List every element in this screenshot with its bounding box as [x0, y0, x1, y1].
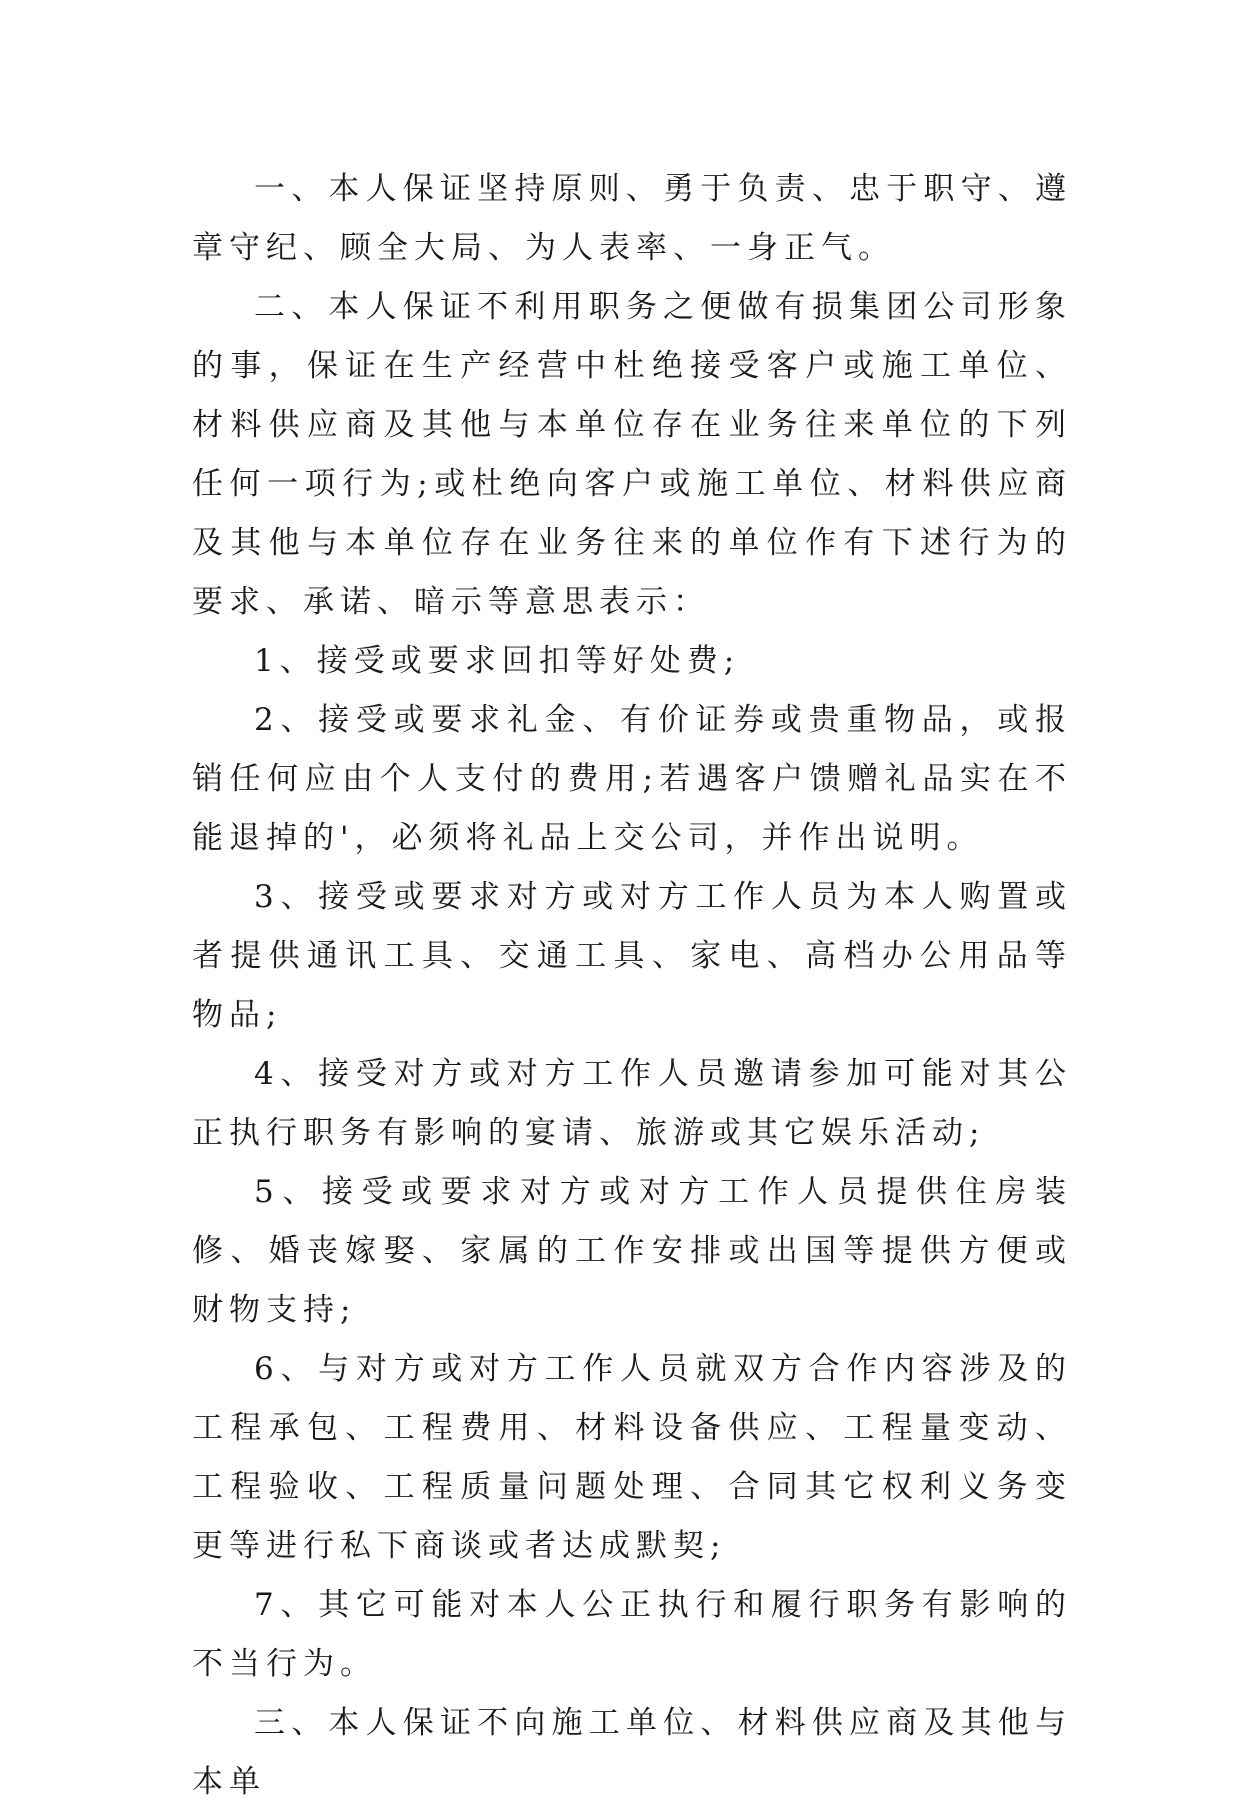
paragraph-item-6: 6、与对方或对方工作人员就双方合作内容涉及的工程承包、工程费用、材料设备供应、工程量变动、工程验收、工程质量问题处理、合同其它权利义务变更等进行私下商谈或者达成默契; — [192, 1351, 1072, 1564]
paragraph-section-1: 一、本人保证坚持原则、勇于负责、忠于职守、遵章守纪、顾全大局、为人表率、一身正气。 — [192, 171, 1072, 266]
paragraph-item-1: 1、接受或要求回扣等好处费; — [254, 643, 741, 679]
paragraph-item-3: 3、接受或要求对方或对方工作人员为本人购置或者提供通讯工具、交通工具、家电、高档办公用品等物品; — [192, 879, 1072, 1033]
paragraph-section-2: 二、本人保证不利用职务之便做有损集团公司形象的事，保证在生产经营中杜绝接受客户或施工单位、材料供应商及其他与本单位存在业务往来单位的下列任何一项行为;或杜绝向客户或施工单位、材料供应商及其他与本单位存在业务往来的单位作有下述行为的要求、承诺、暗示等意思表示： — [192, 289, 1072, 620]
paragraph-item-4: 4、接受对方或对方工作人员邀请参加可能对其公正执行职务有影响的宴请、旅游或其它娱乐活动; — [192, 1056, 1072, 1151]
paragraph-section-3: 三、本人保证不向施工单位、材料供应商及其他与本单 — [192, 1705, 1072, 1800]
paragraph-item-7: 7、其它可能对本人公正执行和履行职务有影响的不当行为。 — [192, 1587, 1072, 1682]
paragraph-item-5: 5、接受或要求对方或对方工作人员提供住房装修、婚丧嫁娶、家属的工作安排或出国等提供方便或财物支持; — [192, 1174, 1072, 1328]
document-body — [192, 160, 1072, 1812]
paragraph-item-2: 2、接受或要求礼金、有价证券或贵重物品，或报销任何应由个人支付的费用;若遇客户馈赠礼品实在不能退掉的'，必须将礼品上交公司，并作出说明。 — [192, 702, 1072, 856]
